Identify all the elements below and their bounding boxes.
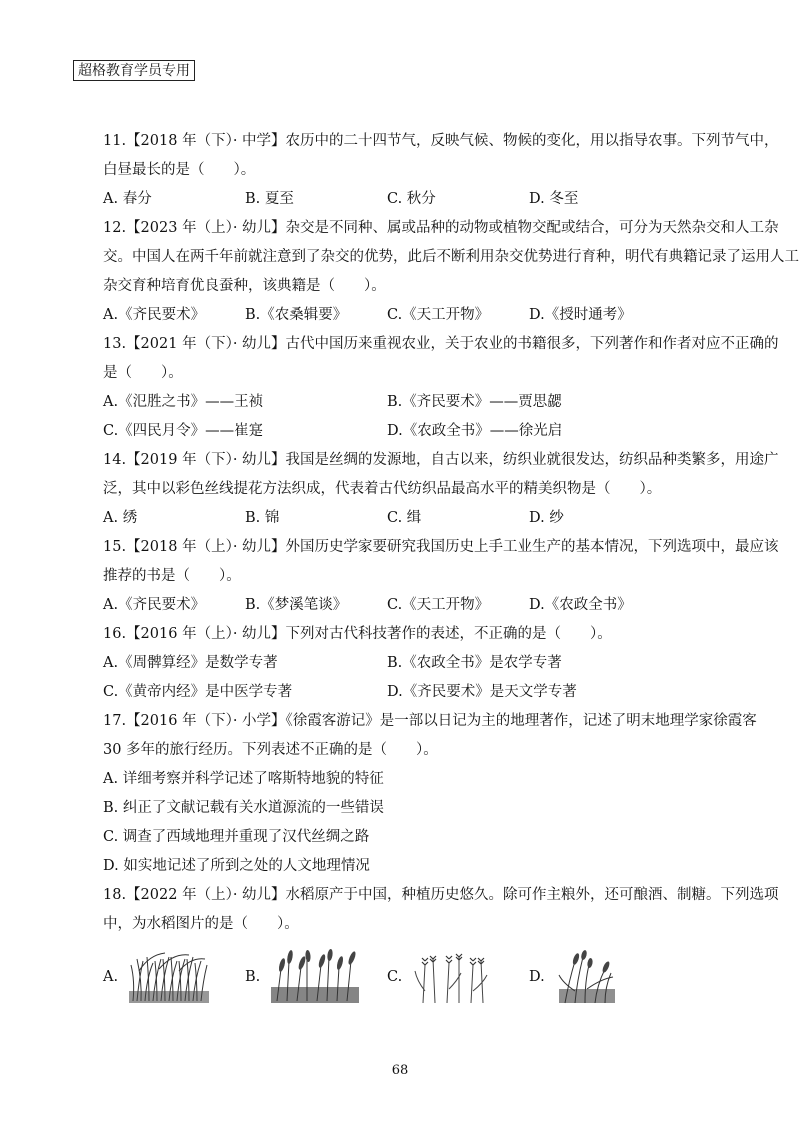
option-c: C.《天工开物》 — [387, 307, 490, 323]
option-c-label: C. — [387, 969, 403, 985]
question-11 — [103, 127, 779, 214]
plant-b-illustration — [271, 951, 359, 1003]
answer-options — [103, 591, 723, 620]
picture-options — [103, 945, 723, 1009]
option-a: A.《齐民要术》 — [103, 597, 206, 613]
option-a-label: A. — [103, 969, 119, 985]
question-stem-line: 杂交育种培育优良蚕种，该典籍是（ ）。 — [103, 278, 386, 294]
answer-options — [103, 678, 723, 707]
question-stem-line: 13.【2021 年（下）· 幼儿】古代中国历来重视农业，关于农业的书籍很多，下列著作和作者对应不正确的 — [103, 336, 779, 352]
option-b: B. 夏至 — [245, 191, 294, 207]
question-list — [103, 127, 799, 939]
option-b-label: B. — [245, 969, 261, 985]
option-d: D.《齐民要术》是天文学专著 — [387, 684, 577, 700]
option-a: A. 绣 — [103, 510, 138, 526]
option-c: C. 秋分 — [387, 191, 436, 207]
question-stem-line: 18.【2022 年（上）· 幼儿】水稻原产于中国，种植历史悠久。除可作主粮外，还可酿酒、制糖。下列选项 — [103, 887, 779, 903]
question-17 — [103, 707, 757, 881]
question-stem-line: 是（ ）。 — [103, 365, 183, 381]
option-b: B. 锦 — [245, 510, 280, 526]
answer-options — [103, 504, 723, 533]
plant-d-illustration — [555, 951, 619, 1003]
question-stem-line: 交。中国人在两千年前就注意到了杂交的优势，此后不断利用杂交优势进行育种，明代有典籍记录了运用人工 — [103, 249, 799, 265]
question-stem-line: 推荐的书是（ ）。 — [103, 568, 241, 584]
question-stem-line: 中，为水稻图片的是（ ）。 — [103, 916, 299, 932]
option-b: B.《齐民要术》——贾思勰 — [387, 394, 562, 410]
question-16 — [103, 620, 723, 707]
question-stem-line: 14.【2019 年（下）· 幼儿】我国是丝绸的发源地，自古以来，纺织业就很发达，纺织品种类繁多，用途广 — [103, 452, 779, 468]
plant-c-illustration — [413, 951, 493, 1003]
option-c: C. 调查了西域地理并重现了汉代丝绸之路 — [103, 829, 370, 845]
question-stem-line: 17.【2016 年（下）· 小学】《徐霞客游记》是一部以日记为主的地理著作，记述了明末地理学家徐霞客 — [103, 713, 757, 729]
question-13 — [103, 330, 779, 446]
question-stem-line: 白昼最长的是（ ）。 — [103, 162, 256, 178]
option-a: A.《周髀算经》是数学专著 — [103, 655, 278, 671]
option-a — [103, 945, 245, 1009]
option-c: C.《黄帝内经》是中医学专著 — [103, 684, 293, 700]
option-d — [529, 945, 723, 1009]
question-stem-line: 12.【2023 年（上）· 幼儿】杂交是不同种、属或品种的动物或植物交配或结合，可分为天然杂交和人工杂 — [103, 220, 779, 236]
page-number: 68 — [391, 1063, 409, 1078]
option-b: B. 纠正了文献记载有关水道源流的一些错误 — [103, 800, 384, 816]
option-c: C. 缉 — [387, 510, 422, 526]
option-d: D.《农政全书》 — [529, 597, 632, 613]
option-d-label: D. — [529, 969, 545, 985]
header-label: 超格教育学员专用 — [73, 60, 195, 81]
option-c: C.《天工开物》 — [387, 597, 490, 613]
option-b — [245, 945, 387, 1009]
option-d: D. 冬至 — [529, 191, 579, 207]
option-a: A.《齐民要术》 — [103, 307, 206, 323]
answer-options — [103, 388, 723, 417]
option-d: D.《农政全书》——徐光启 — [387, 423, 563, 439]
answer-options — [103, 301, 723, 330]
question-18 — [103, 881, 779, 939]
option-b: B.《梦溪笔谈》 — [245, 597, 348, 613]
answer-options — [103, 649, 723, 678]
option-c: C.《四民月令》——崔寔 — [103, 423, 264, 439]
option-a: A. 春分 — [103, 191, 152, 207]
option-b: B.《农桑辑要》 — [245, 307, 348, 323]
option-d: D. 纱 — [529, 510, 564, 526]
question-stem-line: 15.【2018 年（上）· 幼儿】外国历史学家要研究我国历史上手工业生产的基本情况，下列选项中，最应该 — [103, 539, 779, 555]
option-c — [387, 945, 529, 1009]
option-d: D. 如实地记述了所到之处的人文地理情况 — [103, 858, 370, 874]
option-d: D.《授时通考》 — [529, 307, 632, 323]
question-stem-line: 泛，其中以彩色丝线提花方法织成，代表着古代纺织品最高水平的精美织物是（ ）。 — [103, 481, 662, 497]
plant-a-illustration — [129, 951, 209, 1003]
question-14 — [103, 446, 779, 533]
question-15 — [103, 533, 779, 620]
question-stem-line: 11.【2018 年（下）· 中学】农历中的二十四节气，反映气候、物候的变化，用以指导农事。下列节气中， — [103, 133, 779, 149]
question-stem-line: 16.【2016 年（上）· 幼儿】下列对古代科技著作的表述，不正确的是（ ）。 — [103, 626, 612, 642]
answer-options — [103, 185, 723, 214]
option-b: B.《农政全书》是农学专著 — [387, 655, 562, 671]
question-12 — [103, 214, 799, 330]
question-stem-line: 30 多年的旅行经历。下列表述不正确的是（ ）。 — [103, 742, 438, 758]
option-a: A.《氾胜之书》——王祯 — [103, 394, 264, 410]
option-a: A. 详细考察并科学记述了喀斯特地貌的特征 — [103, 771, 384, 787]
answer-options — [103, 417, 723, 446]
